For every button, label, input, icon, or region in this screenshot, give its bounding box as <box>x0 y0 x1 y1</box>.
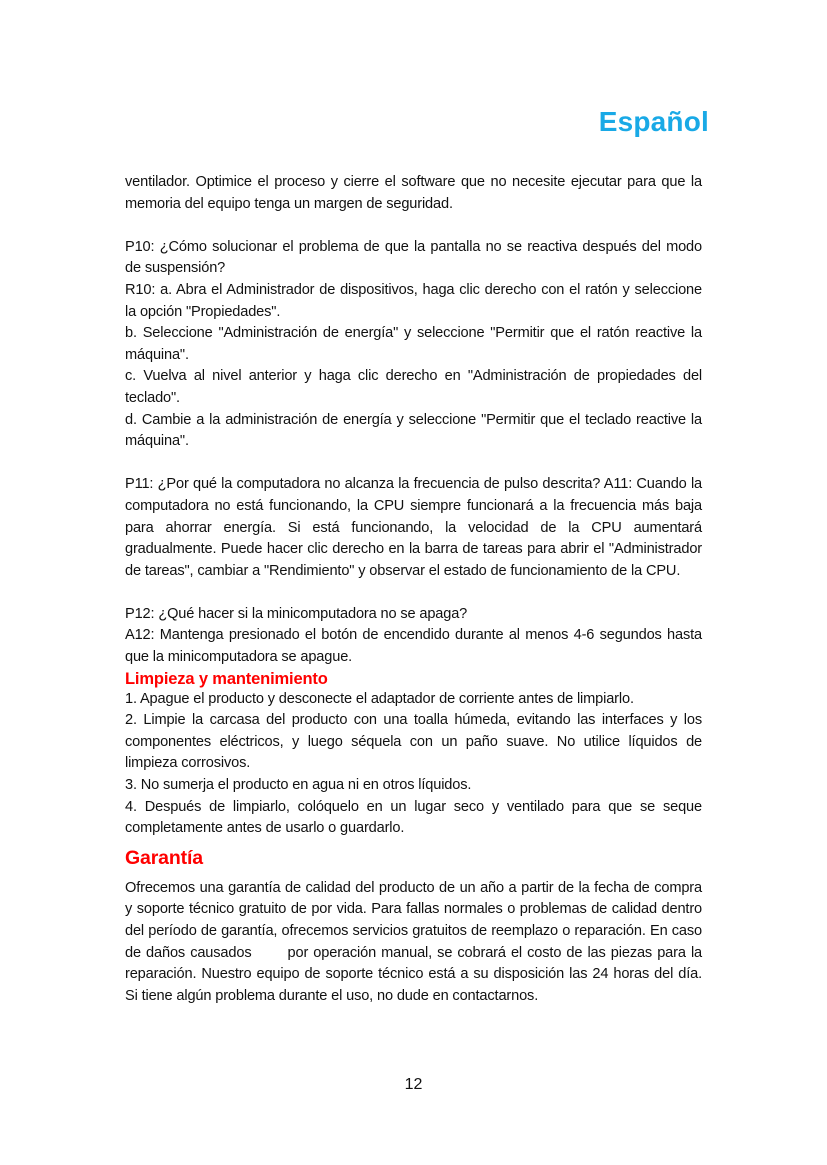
faq-question: P10: ¿Cómo solucionar el problema de que la pantalla no se reactiva después del modo de suspensión? <box>125 238 702 277</box>
spacer <box>125 453 702 475</box>
cleaning-item: 2. Limpie la carcasa del producto con una toalla húmeda, evitando las interfaces y los componentes eléctricos, y luego séquela con un paño suave. No utilice líquidos de limpieza corrosivos. <box>125 712 702 772</box>
intro-paragraph: ventilador. Optimice el proceso y cierre el software que no necesite ejecutar para que la memoria del equipo tenga un margen de seguridad. <box>125 174 702 212</box>
faq-question: P12: ¿Qué hacer si la minicomputadora no se apaga? <box>125 605 468 622</box>
cleaning-item: 1. Apague el producto y desconecte el adaptador de corriente antes de limpiarlo. <box>125 690 634 707</box>
warranty-heading: Garantía <box>125 846 203 869</box>
faq-answer-line: b. Seleccione "Administración de energía" y seleccione "Permitir que el ratón reactive la máquina". <box>125 325 702 363</box>
language-header: Español <box>598 106 709 137</box>
faq-answer-line: R10: a. Abra el Administrador de dispositivos, haga clic derecho con el ratón y seleccione la opción "Propiedades". <box>125 281 702 320</box>
spacer <box>125 215 702 237</box>
page-number: 12 <box>404 1076 423 1093</box>
faq-answer-line: c. Vuelva al nivel anterior y haga clic derecho en "Administración de propiedades del teclado". <box>125 368 702 406</box>
page-content <box>125 172 702 1007</box>
faq-p10 <box>125 237 702 453</box>
cleaning-heading: Limpieza y mantenimiento <box>125 669 328 688</box>
warranty-text-part2: por operación manual, se cobrará el costo de las piezas para la reparación. Nuestro equipo de soporte técnico está a su disposición las 24 horas del día. Si tiene algún problema durante el uso, no dude en contactarnos. <box>125 944 702 1004</box>
cleaning-item: 3. No sumerja el producto en agua ni en otros líquidos. <box>125 777 472 794</box>
spacer <box>125 582 702 604</box>
faq-p12 <box>125 604 702 669</box>
text-gap <box>251 945 287 961</box>
faq-answer-line: d. Cambie a la administración de energía y seleccione "Permitir que el teclado reactive la máquina". <box>125 411 702 450</box>
cleaning-section <box>125 669 702 840</box>
faq-p11 <box>125 474 702 582</box>
faq-answer-line: A12: Mantenga presionado el botón de encendido durante al menos 4-6 segundos hasta que la minicomputadora se apague. <box>125 627 702 666</box>
warranty-section <box>125 846 702 1008</box>
warranty-paragraph <box>125 878 702 1008</box>
cleaning-item: 4. Después de limpiarlo, colóquelo en un lugar seco y ventilado para que se seque completamente antes de usarlo o guardarlo. <box>125 798 702 837</box>
warranty-text-part1: Ofrecemos una garantía de calidad del producto de un año a partir de la fecha de compra y soporte técnico gratuito de por vida. Para fallas normales o problemas de calidad dentro del período de garantía, ofrecemos servicios gratuitos de reemplazo o reparación. En caso de daños causados <box>125 879 702 961</box>
faq-question-answer: P11: ¿Por qué la computadora no alcanza la frecuencia de pulso descrita? A11: Cuando la computadora no está funcionando, la CPU siempre funcionará a la frecuencia más baja para ahorrar energía. Si está funcionando, la velocidad de la CPU aumentará gradualmente. Puede hacer clic derecho en la barra de tareas para abrir el "Administrador de tareas", cambiar a "Rendimiento" y observar el estado de funcionamiento de la CPU. <box>125 476 702 579</box>
